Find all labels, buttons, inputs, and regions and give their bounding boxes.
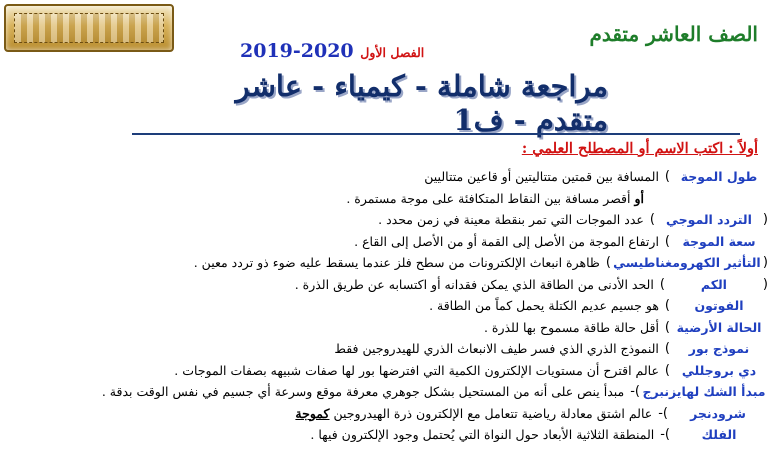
term-cell (660, 274, 768, 296)
definition-text (174, 360, 665, 382)
term-cell (665, 317, 768, 339)
close-paren: )- (630, 384, 640, 399)
term-answer: سعة الموجة (682, 233, 756, 249)
definition-text (194, 252, 606, 274)
definition-text (310, 424, 660, 446)
list-item (6, 252, 768, 274)
list-item (6, 295, 768, 317)
definition-body: هو جسيم عديم الكتلة يحمل كماً من الطاقة . (429, 298, 659, 313)
term-answer: الحالة الأرضية (676, 319, 762, 335)
term-answer: الفوتون (694, 298, 744, 313)
definition-body: المسافة بين قمتين متتاليتين أو قاعين متتاليين (424, 169, 659, 184)
term-cell (650, 209, 768, 231)
term-cell (665, 360, 768, 382)
definition-body: المنطقة الثلاثية الأبعاد حول النواة التي يُحتمل وجود الإلكترون فيها . (310, 427, 655, 442)
definition-text (354, 231, 665, 253)
list-item (6, 166, 768, 188)
definition-body: عالم اشتق معادلة رياضية تتعامل مع الإلكترون ذرة الهيدروجين (333, 405, 653, 421)
definition-body: عالم اقترح أن مستويات الإلكترون الكمية التي افترضها بور لها صفات شبيهه بصفات الموجات . (174, 362, 659, 378)
close-paren: )- (658, 405, 668, 421)
close-paren: ) (664, 233, 670, 249)
list-item (6, 360, 768, 382)
list-item (6, 424, 768, 446)
page-title: مراجعة شاملة - كيمياء - عاشر متقدم - ف1 (235, 69, 608, 137)
term-answer: الكم (700, 276, 727, 292)
list-item (6, 209, 768, 231)
list-item (6, 274, 768, 296)
definition-body: الحد الأدنى من الطاقة الذي يمكن فقدانه أو اكتسابه عن طريق الذرة . (294, 276, 654, 292)
list-item (6, 403, 768, 425)
term-answer: طول الموجة (680, 169, 758, 184)
list-item (6, 231, 768, 253)
close-paren: ) (664, 319, 670, 335)
section-heading: أولاً : اكتب الاسم أو المصطلح العلمي : (521, 140, 758, 157)
term-answer: الفلك (701, 427, 737, 442)
definition-text (102, 381, 630, 403)
emphasized-word: كموجة (295, 405, 330, 421)
term-cell (606, 252, 768, 274)
term-answer: نموذج بور (688, 341, 750, 356)
list-item (6, 338, 768, 360)
list-item (6, 381, 768, 403)
definition-text (378, 209, 650, 231)
definition-text (334, 338, 665, 360)
definition-body: ظاهرة انبعاث الإلكترونات من سطح فلز عندما يسقط عليه ضوء ذو تردد معين . (193, 255, 600, 270)
term-cell (665, 166, 768, 188)
term-answer: مبدأ الشك لهايزنبرج (642, 384, 766, 399)
term-cell (665, 338, 768, 360)
definition-body: أقصر مسافة بين النقاط المتكافئة على موجة مستمرة . (346, 190, 631, 206)
academic-years: 2019-2020 (240, 40, 354, 62)
semester-line (240, 40, 424, 62)
terms-list (6, 166, 768, 446)
definition-body: مبدأ ينص على أنه من المستحيل بشكل جوهري معرفة موقع وسرعة أي جسيم في نفس الوقت بدقة . (101, 384, 625, 399)
close-paren: ) (664, 298, 670, 313)
term-cell (665, 295, 768, 317)
grade-title: الصف العاشر متقدم (589, 22, 758, 46)
open-paren: ( (762, 255, 768, 270)
definition-text (295, 274, 660, 296)
term-answer: دي بروجللي (681, 362, 757, 378)
definition-body: أقل حالة طاقة مسموح بها للذرة . (483, 319, 659, 335)
title-divider (132, 133, 740, 135)
logo-emblem-icon (14, 13, 164, 43)
list-item (6, 188, 768, 210)
definition-text (424, 166, 665, 188)
close-paren: ) (664, 341, 670, 356)
term-cell (630, 381, 768, 403)
open-paren: ( (762, 212, 768, 227)
school-logo (4, 4, 174, 52)
close-paren: ) (605, 255, 611, 270)
close-paren: ) (664, 169, 670, 184)
close-paren: ) (649, 212, 655, 227)
definition-text (295, 403, 658, 425)
definition-body: ارتفاع الموجة من الأصل إلى القمة أو من الأصل إلى القاع . (354, 233, 659, 249)
term-label: الفصل الأول (360, 45, 425, 60)
definition-text (346, 188, 650, 210)
term-cell (658, 403, 768, 425)
close-paren: ) (659, 276, 665, 292)
definition-body: النموذج الذري الذي فسر طيف الانبعاث الذري للهيدروجين فقط (334, 341, 659, 356)
close-paren: ) (664, 362, 670, 378)
term-answer: شرودنجر (690, 405, 746, 421)
term-answer: التأثير الكهرومغناطيسي (613, 255, 761, 270)
definition-body: عدد الموجات التي تمر بنقطة معينة في زمن محدد . (378, 212, 644, 227)
definition-text (484, 317, 665, 339)
close-paren: )- (660, 427, 670, 442)
or-word: أو (634, 190, 644, 206)
definition-text (429, 295, 665, 317)
term-cell (665, 231, 768, 253)
open-paren: ( (762, 276, 768, 292)
term-answer: التردد الموجي (665, 212, 752, 227)
list-item (6, 317, 768, 339)
term-cell (660, 424, 768, 446)
